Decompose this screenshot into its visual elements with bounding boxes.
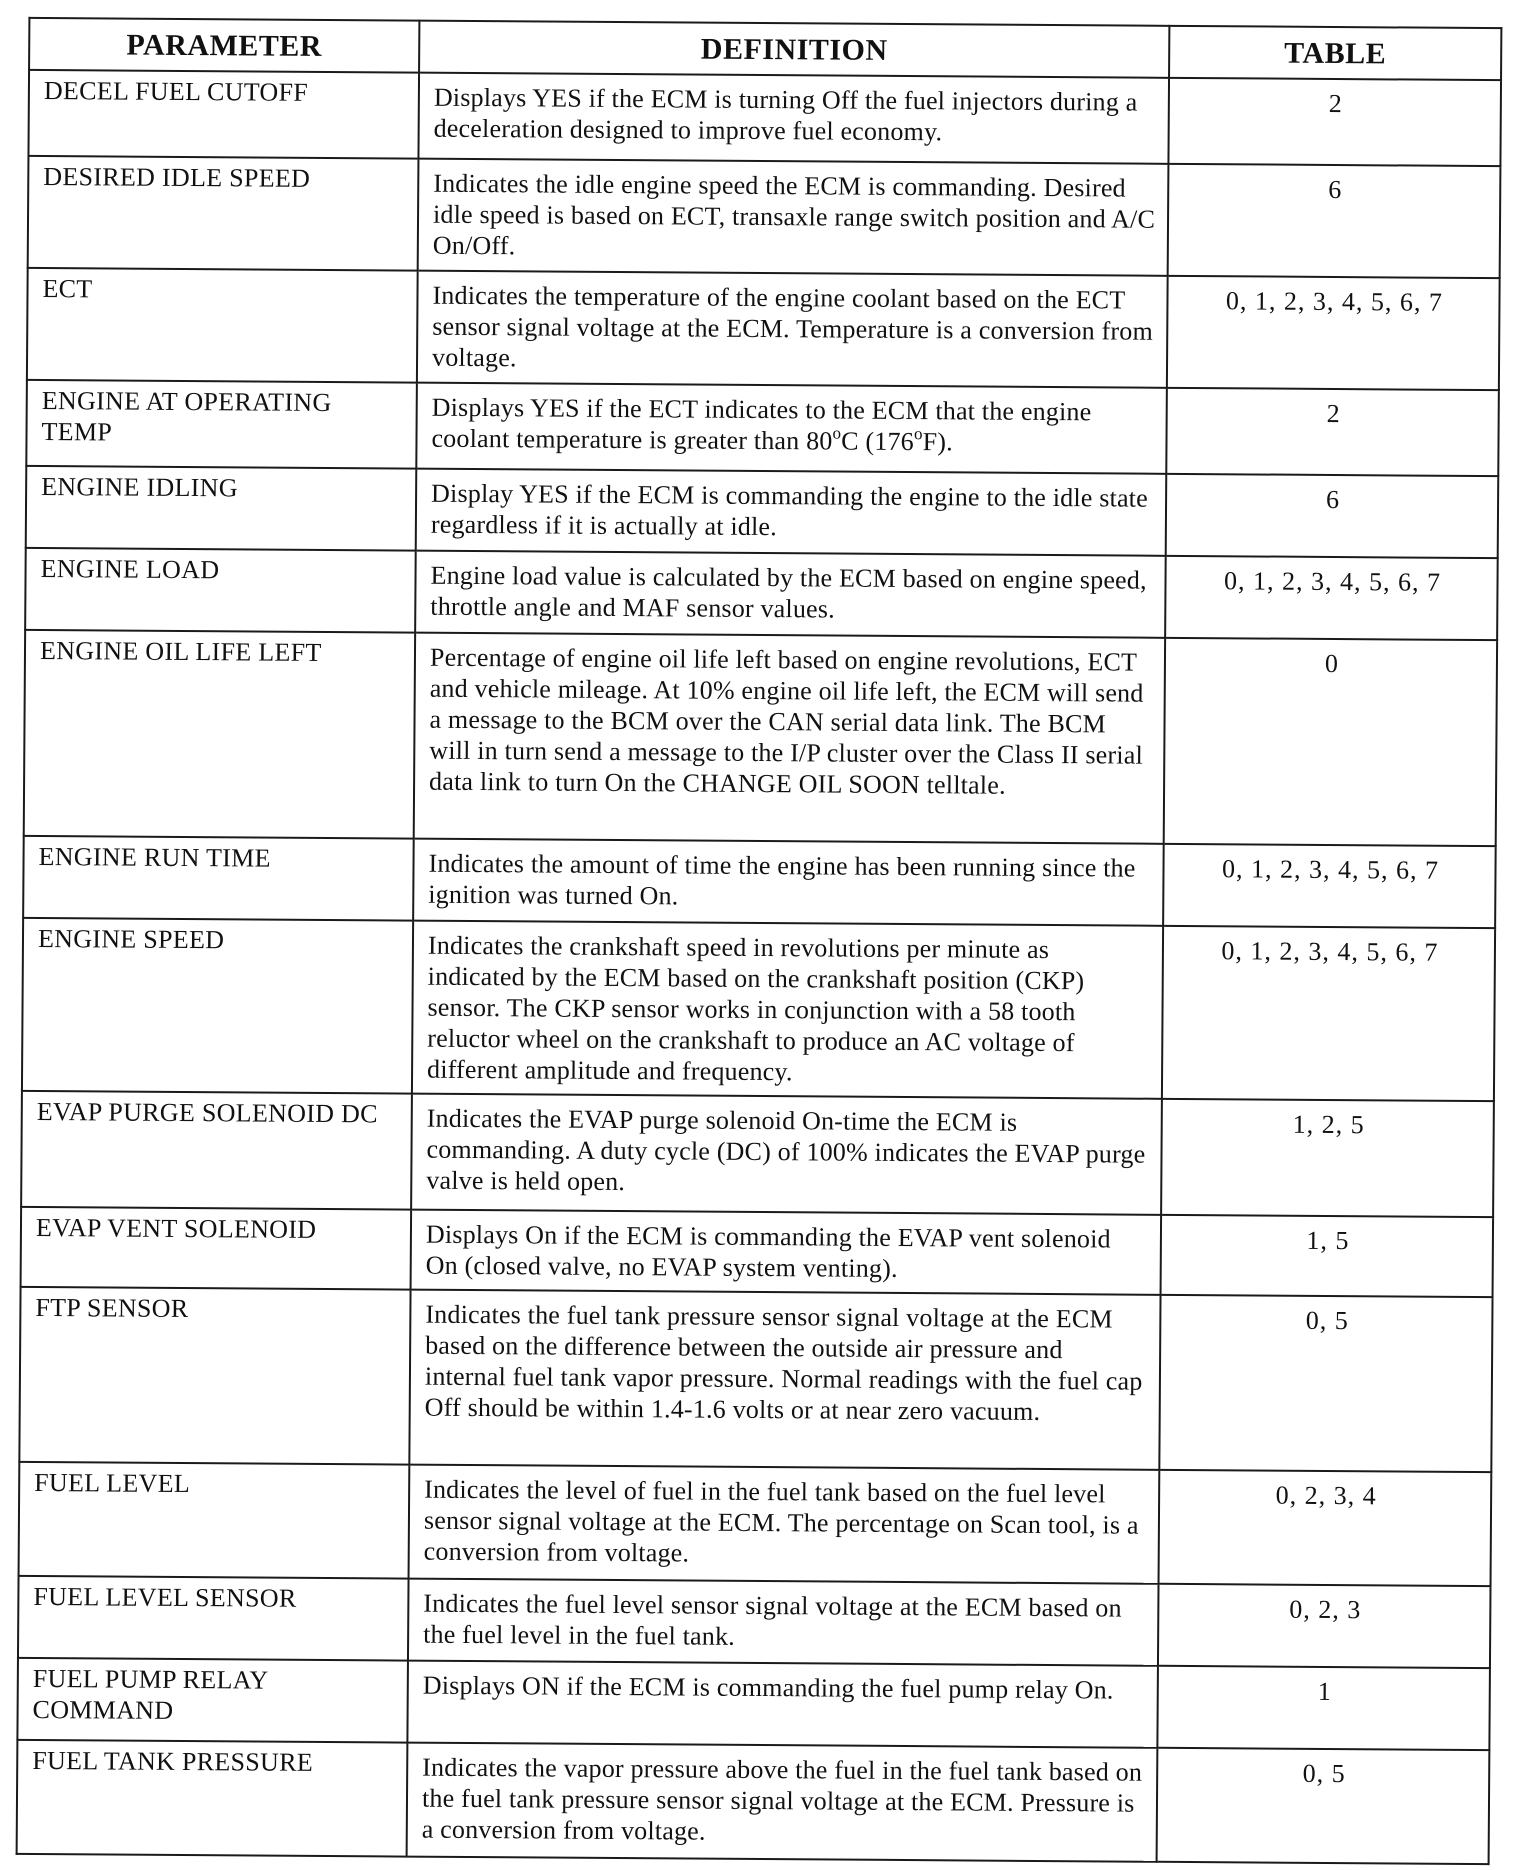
parameter-cell: FUEL LEVEL SENSOR <box>18 1576 409 1661</box>
definition-cell: Displays On if the ECM is commanding the EVAP vent solenoid On (closed valve, no EVAP system venting). <box>411 1210 1162 1295</box>
parameter-cell: DESIRED IDLE SPEED <box>28 156 419 271</box>
table-cell: 0, 2, 3, 4 <box>1159 1470 1492 1586</box>
table-row <box>19 1287 1492 1472</box>
table-cell: 0 <box>1164 638 1497 846</box>
parameter-cell: ENGINE RUN TIME <box>23 836 414 921</box>
table-cell: 0, 5 <box>1159 1295 1492 1472</box>
table-cell: 0, 5 <box>1157 1748 1490 1864</box>
table-row <box>23 836 1496 928</box>
parameter-cell: ECT <box>27 268 418 383</box>
parameter-cell: EVAP VENT SOLENOID <box>21 1207 412 1290</box>
header-definition: DEFINITION <box>419 21 1169 78</box>
table-cell: 1, 5 <box>1161 1215 1494 1297</box>
table-cell: 0, 1, 2, 3, 4, 5, 6, 7 <box>1167 276 1500 390</box>
degree-symbol: o <box>832 423 842 443</box>
table-row <box>22 918 1495 1101</box>
parameter-cell: ENGINE LOAD <box>25 548 416 633</box>
parameter-cell: FTP SENSOR <box>19 1287 410 1465</box>
table-cell: 0, 2, 3 <box>1158 1584 1491 1668</box>
table-row <box>24 630 1497 846</box>
table-cell: 0, 1, 2, 3, 4, 5, 6, 7 <box>1163 844 1496 928</box>
definition-cell <box>416 383 1167 474</box>
table-row <box>28 156 1501 278</box>
parameter-cell: FUEL PUMP RELAY COMMAND <box>17 1658 408 1743</box>
definition-cell: Indicates the vapor pressure above the fuel in the fuel tank based on the fuel tank pressure sensor signal voltage at the ECM. Pressure is a conversion from voltage. <box>407 1743 1158 1862</box>
table-cell: 1, 2, 5 <box>1161 1099 1494 1217</box>
definition-cell: Indicates the fuel level sensor signal voltage at the ECM based on the fuel level in the fuel tank. <box>408 1579 1159 1666</box>
parameter-cell: ENGINE AT OPERATING TEMP <box>26 380 417 469</box>
definition-cell: Indicates the fuel tank pressure sensor signal voltage at the ECM based on the difference between the outside air pressure and internal fuel tank vapor pressure. Normal readings with the fuel cap Off should be within 1.4-1.6 volts or at near zero vacuum. <box>409 1290 1160 1470</box>
degree-symbol: o <box>913 424 923 444</box>
definition-cell: Indicates the temperature of the engine coolant based on the ECT sensor signal voltage at the ECM. Temperature is a conversion from voltage. <box>417 271 1168 388</box>
definition-cell: Displays YES if the ECM is turning Off the fuel injectors during a deceleration designed to improve fuel economy. <box>418 73 1169 164</box>
table-row <box>27 268 1500 390</box>
definition-cell: Indicates the crankshaft speed in revolutions per minute as indicated by the ECM based on the crankshaft position (CKP) sensor. The CKP sensor works in conjunction with a 58 tooth reluctor wheel on the crankshaft to produce an AC voltage of different amplitude and frequency. <box>412 921 1163 1099</box>
parameter-cell: ENGINE SPEED <box>22 918 413 1094</box>
header-parameter: PARAMETER <box>29 18 419 73</box>
definition-cell: Indicates the idle engine speed the ECM is commanding. Desired idle speed is based on ECT, transaxle range switch position and A/C On/Off. <box>418 159 1169 276</box>
table-cell: 2 <box>1168 78 1501 166</box>
table-cell: 1 <box>1157 1666 1490 1750</box>
parameter-cell: ENGINE IDLING <box>26 466 417 551</box>
table-row <box>25 548 1498 640</box>
table-cell: 2 <box>1166 388 1499 476</box>
parameter-definition-table <box>16 17 1503 1865</box>
table-row <box>19 1462 1492 1586</box>
definition-cell: Displays ON if the ECM is commanding the fuel pump relay On. <box>407 1661 1158 1748</box>
table-row <box>28 70 1501 166</box>
table-row <box>17 1658 1490 1750</box>
table-row <box>17 1740 1490 1864</box>
table-row <box>21 1091 1494 1217</box>
table-cell: 6 <box>1168 164 1501 278</box>
definition-cell: Engine load value is calculated by the ECM based on engine speed, throttle angle and MAF sensor values. <box>415 551 1166 638</box>
definition-cell: Indicates the EVAP purge solenoid On-time the ECM is commanding. A duty cycle (DC) of 100% indicates the EVAP purge valve is held open. <box>411 1094 1162 1215</box>
parameter-cell: FUEL TANK PRESSURE <box>17 1740 408 1857</box>
parameter-cell: DECEL FUEL CUTOFF <box>28 70 419 159</box>
table-cell: 6 <box>1166 474 1499 558</box>
parameter-cell: EVAP PURGE SOLENOID DC <box>21 1091 412 1210</box>
parameter-cell: ENGINE OIL LIFE LEFT <box>24 630 415 839</box>
table-row <box>21 1207 1494 1297</box>
parameter-cell: FUEL LEVEL <box>19 1462 410 1579</box>
definition-text: Displays YES if the ECT indicates to the ECM that the engine coolant temperature is greater than 80$^o$C (176$^o$F). <box>431 392 1092 457</box>
table-cell: 0, 1, 2, 3, 4, 5, 6, 7 <box>1165 556 1498 640</box>
table-row <box>18 1576 1491 1668</box>
definition-cell: Percentage of engine oil life left based on engine revolutions, ECT and vehicle mileage. At 10% engine oil life left, the ECM will send a message to the BCM over the CAN serial data link. The BCM will in turn send a message to the I/P cluster over the Class II serial data link to turn On the CHANGE OIL SOON telltale. <box>414 633 1165 844</box>
definition-cell: Indicates the amount of time the engine has been running since the ignition was turned On. <box>413 839 1164 926</box>
definition-cell: Indicates the level of fuel in the fuel tank based on the fuel level sensor signal voltage at the ECM. The percentage on Scan tool, is a conversion from voltage. <box>409 1465 1160 1584</box>
definition-cell: Display YES if the ECM is commanding the engine to the idle state regardless if it is actually at idle. <box>416 469 1167 556</box>
table-row <box>26 466 1499 558</box>
table-cell: 0, 1, 2, 3, 4, 5, 6, 7 <box>1162 926 1495 1101</box>
header-table: TABLE <box>1169 26 1501 80</box>
table-row <box>26 380 1499 476</box>
